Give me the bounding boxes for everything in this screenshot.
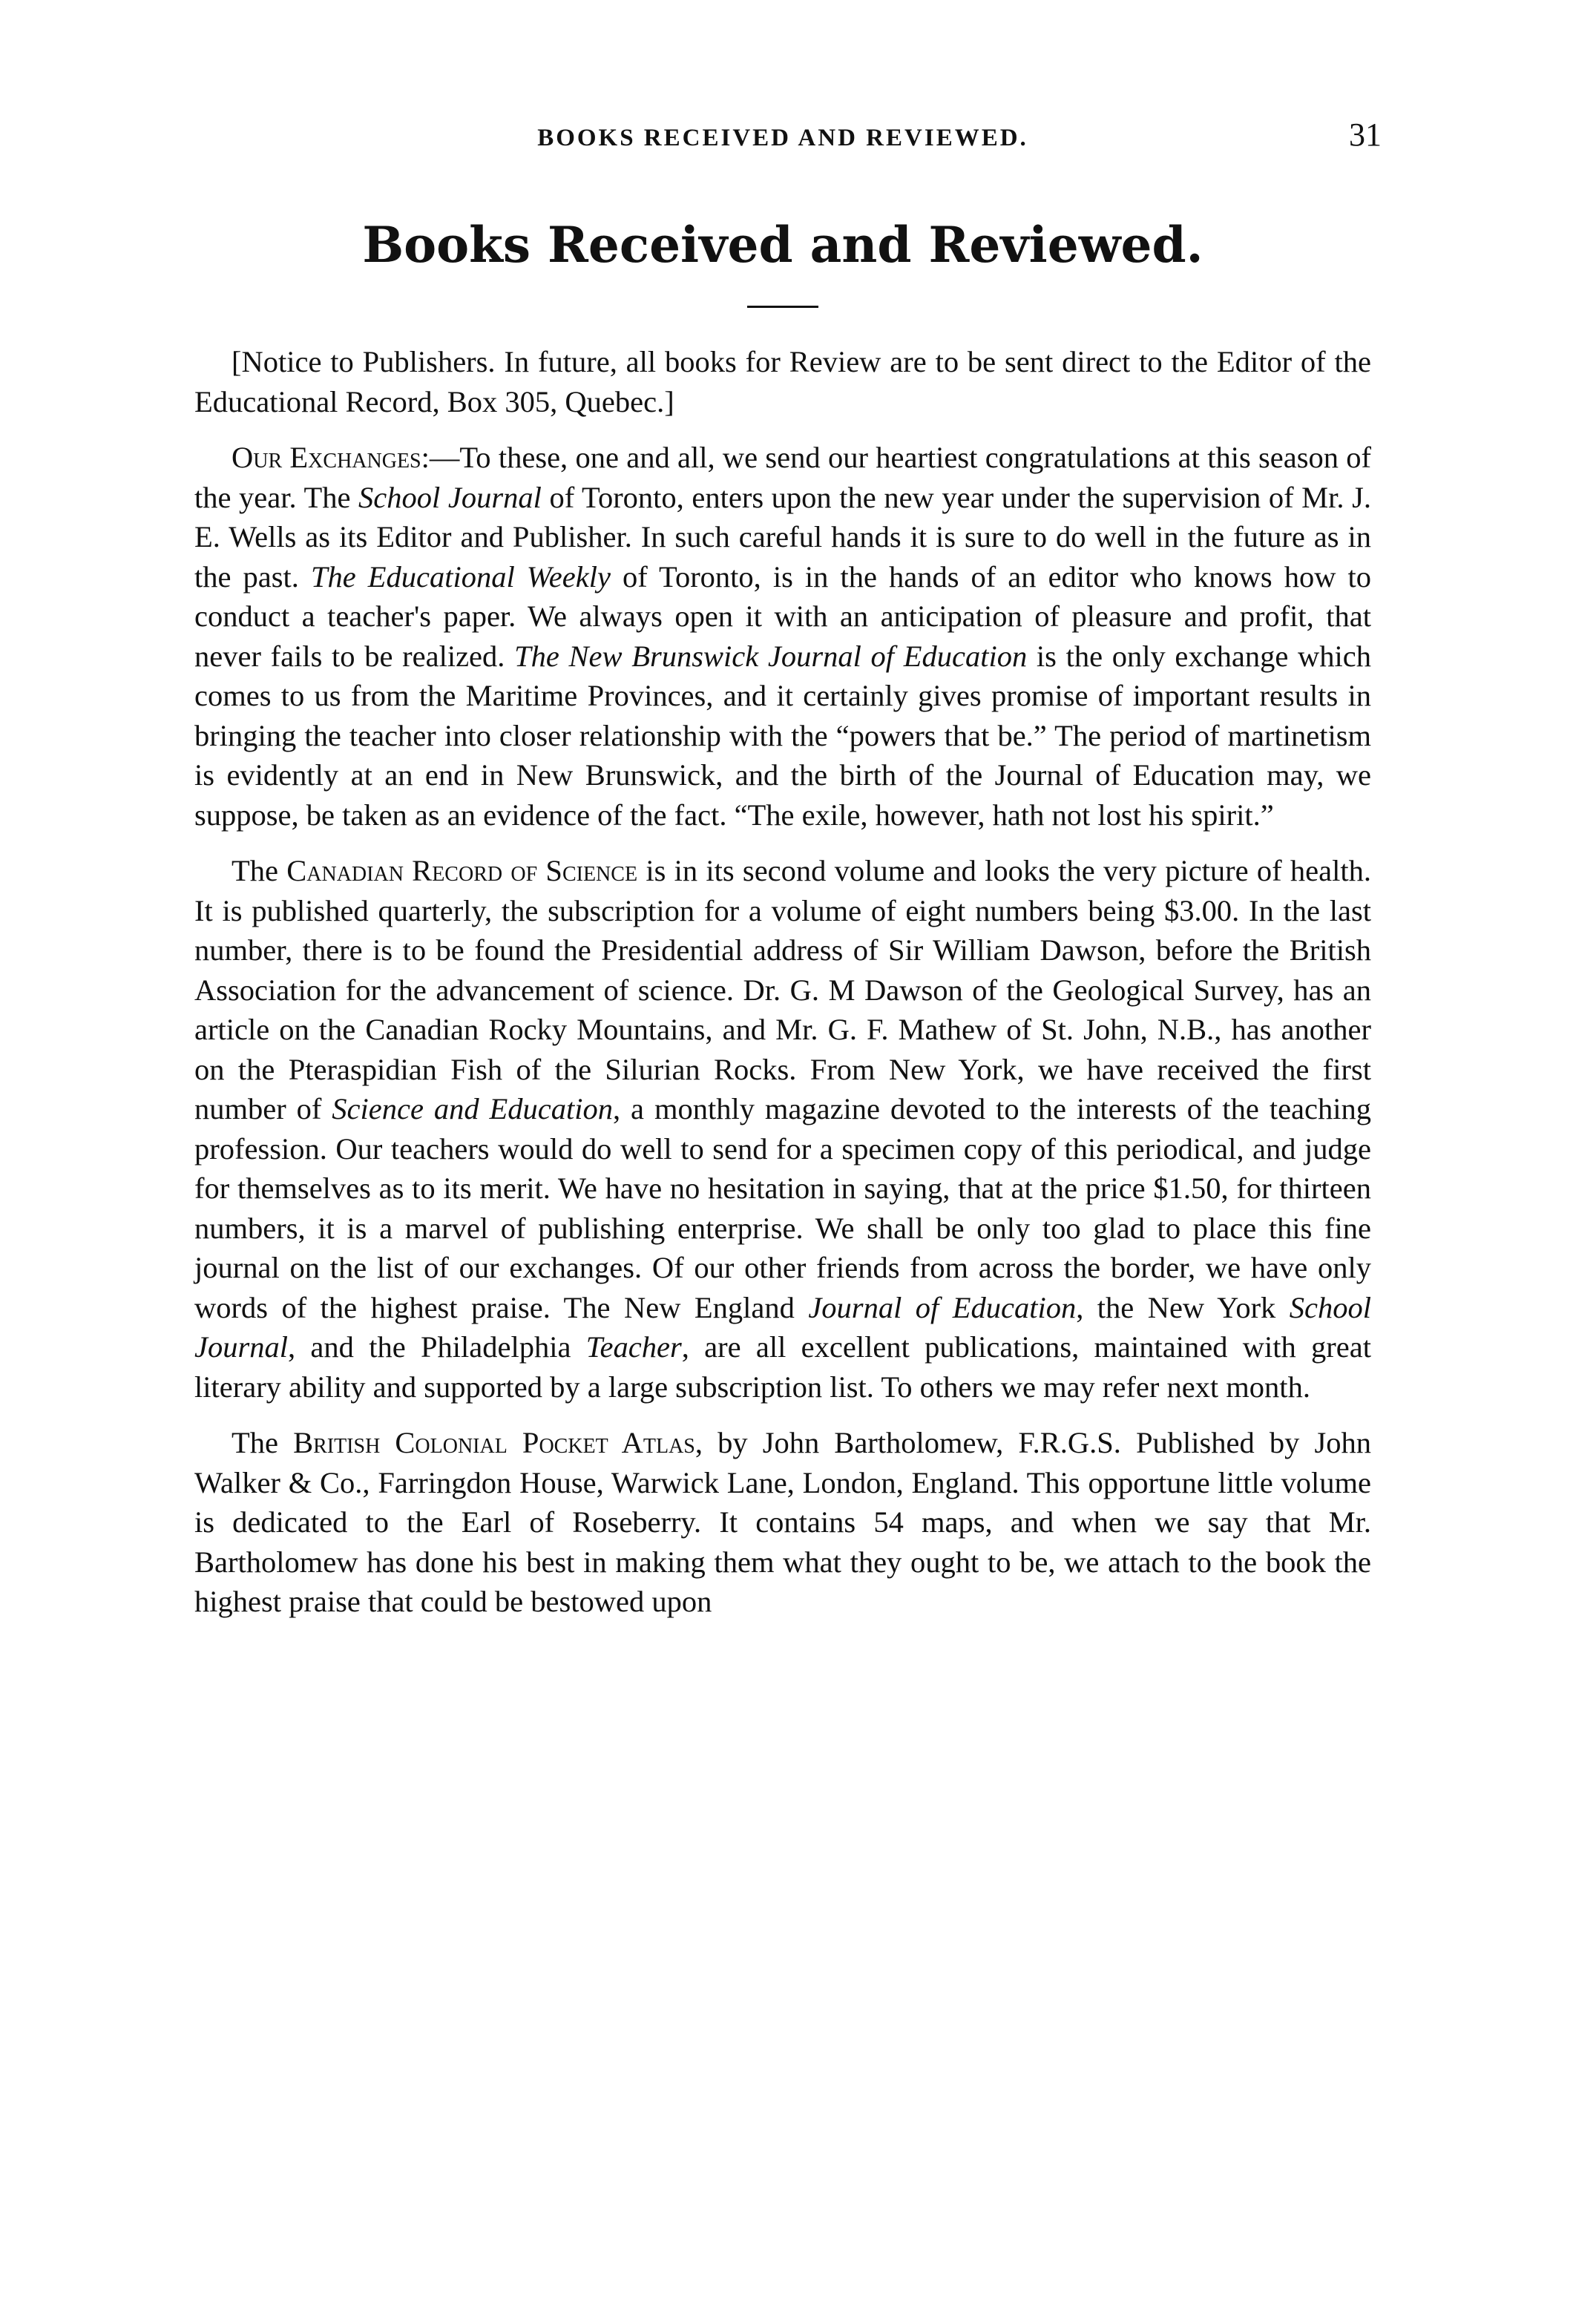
exchanges-title-2: The Educational Weekly [310, 559, 611, 594]
canadian-record-title-4: Teacher [585, 1330, 682, 1364]
book-page [194, 111, 1382, 1622]
atlas-paragraph [194, 1423, 1371, 1622]
notice-paragraph: [Notice to Publishers. In future, all books for Review are to be sent direct to the Editor of the Educational Record, Box 305, Quebec.] [194, 345, 1371, 418]
atlas-lead: The [231, 1426, 294, 1459]
exchanges-text-1: :—To these, one and all, we send our heartiest congratulations at this season of the year. The [194, 441, 1372, 514]
canadian-record-paragraph [194, 851, 1371, 1407]
canadian-record-title-3: School Journal [194, 1290, 1371, 1364]
canadian-record-lead: The [231, 854, 287, 887]
canadian-record-text-3: , the New York [1076, 1290, 1290, 1324]
canadian-record-title-2: Journal of Education [808, 1290, 1077, 1324]
exchanges-paragraph [194, 438, 1371, 835]
canadian-record-title-1: Science and Education [332, 1092, 614, 1125]
exchanges-heading: Our Exchanges [231, 441, 421, 474]
canadian-record-text-4: , and the Philadelphia [288, 1330, 586, 1364]
exchanges-text-3: of Toronto, is in the hands of an editor who knows how to conduct a teacher's paper. We always open it with an anticipation of pleasure and profit, that never fails to be realized. [194, 559, 1371, 673]
canadian-record-text-2: , a monthly magazine devoted to the interests of the teaching profession. Our teachers would do well to send for a specimen copy of this periodical, and judge for themselves as to its merit. We have no hesitation in saying, that at the price $1.50, for thirteen numbers, it is a marvel of publishing enterprise. We shall be only too glad to place this fine journal on the list of our exchanges. Of our other friends from across the border, we have only words of the highest praise. The New England [194, 1092, 1372, 1324]
canadian-record-text-5: , are all excellent publications, maintained with great literary ability and supported by a large subscription list. To others we may refer next month. [194, 1330, 1371, 1404]
page-number: 31 [1349, 116, 1382, 153]
title-rule [747, 306, 818, 308]
canadian-record-text-1: is in its second volume and looks the very picture of health. It is published quarterly, the subscription for a volume of eight numbers being $3.00. In the last number, there is to be found the Presidential address of Sir William Dawson, before the British Association for the advancement of science. Dr. G. M Dawson of the Geological Survey, has an article on the Canadian Rocky Mountains, and Mr. G. F. Mathew of St. John, N.B., has another on the Pteraspidian Fish of the Silurian Rocks. From New York, we have received the first number of [194, 854, 1371, 1125]
running-title: BOOKS RECEIVED AND REVIEWED. [537, 125, 1028, 151]
atlas-text-1: , by John Bartholomew, F.R.G.S. Published by John Walker & Co., Farringdon House, Warwick Lane, London, England. This opportune little volume is dedicated to the Earl of Roseberry. It contains 54 maps, and when we say that Mr. Bartholomew has done his best in making them what they ought to be, we attach to the book the highest praise that could be bestowed upon [194, 1426, 1371, 1618]
exchanges-title-1: School Journal [358, 480, 542, 514]
exchanges-text-2: of Toronto, enters upon the new year under the supervision of Mr. J. E. Wells as its Editor and Publisher. In such careful hands it is sure to do well in the future as in the past. [194, 480, 1371, 594]
canadian-record-heading: Canadian Record of Science [286, 854, 638, 887]
exchanges-title-3: The New Brunswick Journal of Education [514, 639, 1028, 673]
section-title: Books Received and Reviewed. [362, 216, 1203, 274]
running-head [194, 111, 1382, 171]
atlas-heading: British Colonial Pocket Atlas [293, 1426, 695, 1459]
exchanges-text-4: is the only exchange which comes to us from the Maritime Provinces, and it certainly gives promise of important results in bringing the teacher into closer relationship with the “powers that be.” The period of martinetism is evidently at an end in New Brunswick, and the birth of the Journal of Education may, we suppose, be taken as an evidence of the fact. “The exile, however, hath not lost his spirit.” [194, 639, 1371, 832]
